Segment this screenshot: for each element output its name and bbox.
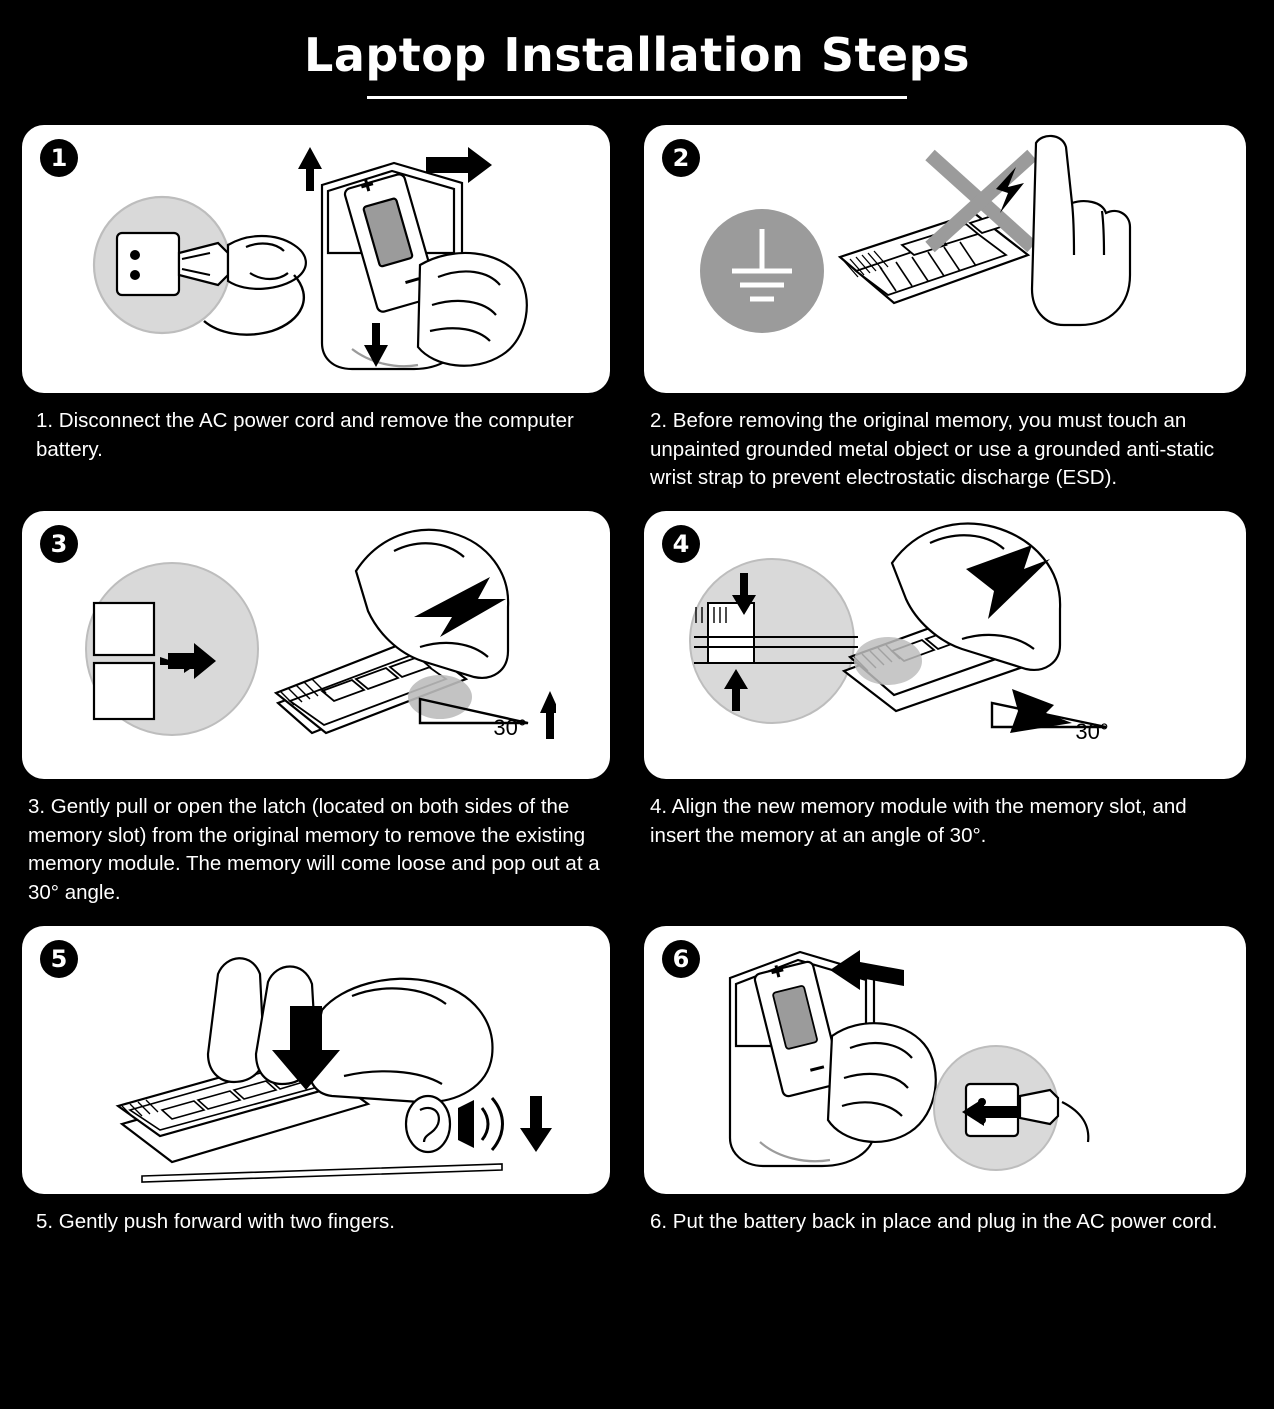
step-number-badge: 1 bbox=[40, 139, 78, 177]
click-sound-icon bbox=[482, 1098, 503, 1150]
title-divider bbox=[367, 96, 907, 99]
step-number-badge: 2 bbox=[662, 139, 700, 177]
step-caption-1: 1. Disconnect the AC power cord and remove the computer battery. bbox=[36, 409, 574, 461]
step-number-badge: 3 bbox=[40, 525, 78, 563]
step-card-1 bbox=[22, 125, 634, 511]
latch-zoom-icon bbox=[86, 563, 258, 735]
step-card-5 bbox=[22, 926, 634, 1255]
arrow-up-icon bbox=[298, 147, 322, 191]
step-number-badge: 4 bbox=[662, 525, 700, 563]
step-illustration-2 bbox=[644, 125, 1246, 393]
step-illustration-6 bbox=[644, 926, 1246, 1194]
step-illustration-4 bbox=[644, 511, 1246, 779]
step-caption-6: 6. Put the battery back in place and plug in the AC power cord. bbox=[650, 1209, 1218, 1233]
step-1-artwork bbox=[22, 125, 556, 393]
step-number-badge: 5 bbox=[40, 940, 78, 978]
slot-zoom-icon bbox=[690, 559, 858, 723]
step-card-4 bbox=[634, 511, 1246, 926]
step-2-artwork bbox=[644, 125, 1134, 393]
page-title: Laptop Installation Steps bbox=[304, 28, 970, 82]
step-caption-3: 3. Gently pull or open the latch (located on both sides of the memory slot) from the original memory to remove the existing memory module. The memory will come loose and pop out at a 30° angle. bbox=[28, 795, 600, 905]
step-6-artwork bbox=[644, 926, 1134, 1194]
step-caption-4: 4. Align the new memory module with the memory slot, and insert the memory at an angle of 30°. bbox=[650, 795, 1187, 847]
step-number-badge: 6 bbox=[662, 940, 700, 978]
angle-label-4: 30° bbox=[1075, 719, 1109, 745]
ground-symbol-icon bbox=[700, 209, 824, 333]
step-4-artwork bbox=[644, 511, 1134, 779]
slot-highlight-icon bbox=[854, 637, 922, 685]
step-card-2 bbox=[634, 125, 1246, 511]
surface-line bbox=[142, 1164, 502, 1182]
step-caption-5: 5. Gently push forward with two fingers. bbox=[36, 1209, 395, 1233]
step-3-artwork bbox=[22, 511, 556, 779]
step-illustration-5 bbox=[22, 926, 610, 1194]
step-illustration-1 bbox=[22, 125, 610, 393]
hand-icon bbox=[828, 1023, 936, 1142]
step-card-3 bbox=[22, 511, 634, 926]
ear-listen-icon bbox=[406, 1096, 503, 1152]
step-caption-2: 2. Before removing the original memory, you must touch an unpainted grounded metal object or use a grounded anti-static wrist strap to prevent electrostatic discharge (ESD). bbox=[650, 409, 1215, 490]
step-5-artwork bbox=[22, 926, 556, 1194]
power-plug-icon bbox=[934, 1046, 1088, 1170]
step-card-6 bbox=[634, 926, 1246, 1255]
latch-highlight-icon bbox=[408, 675, 472, 719]
step-illustration-3 bbox=[22, 511, 610, 779]
steps-grid bbox=[0, 125, 1274, 1255]
angle-label-3: 30° bbox=[493, 715, 527, 741]
arrow-down-icon-small bbox=[520, 1096, 552, 1152]
finger-icon bbox=[1032, 136, 1130, 325]
